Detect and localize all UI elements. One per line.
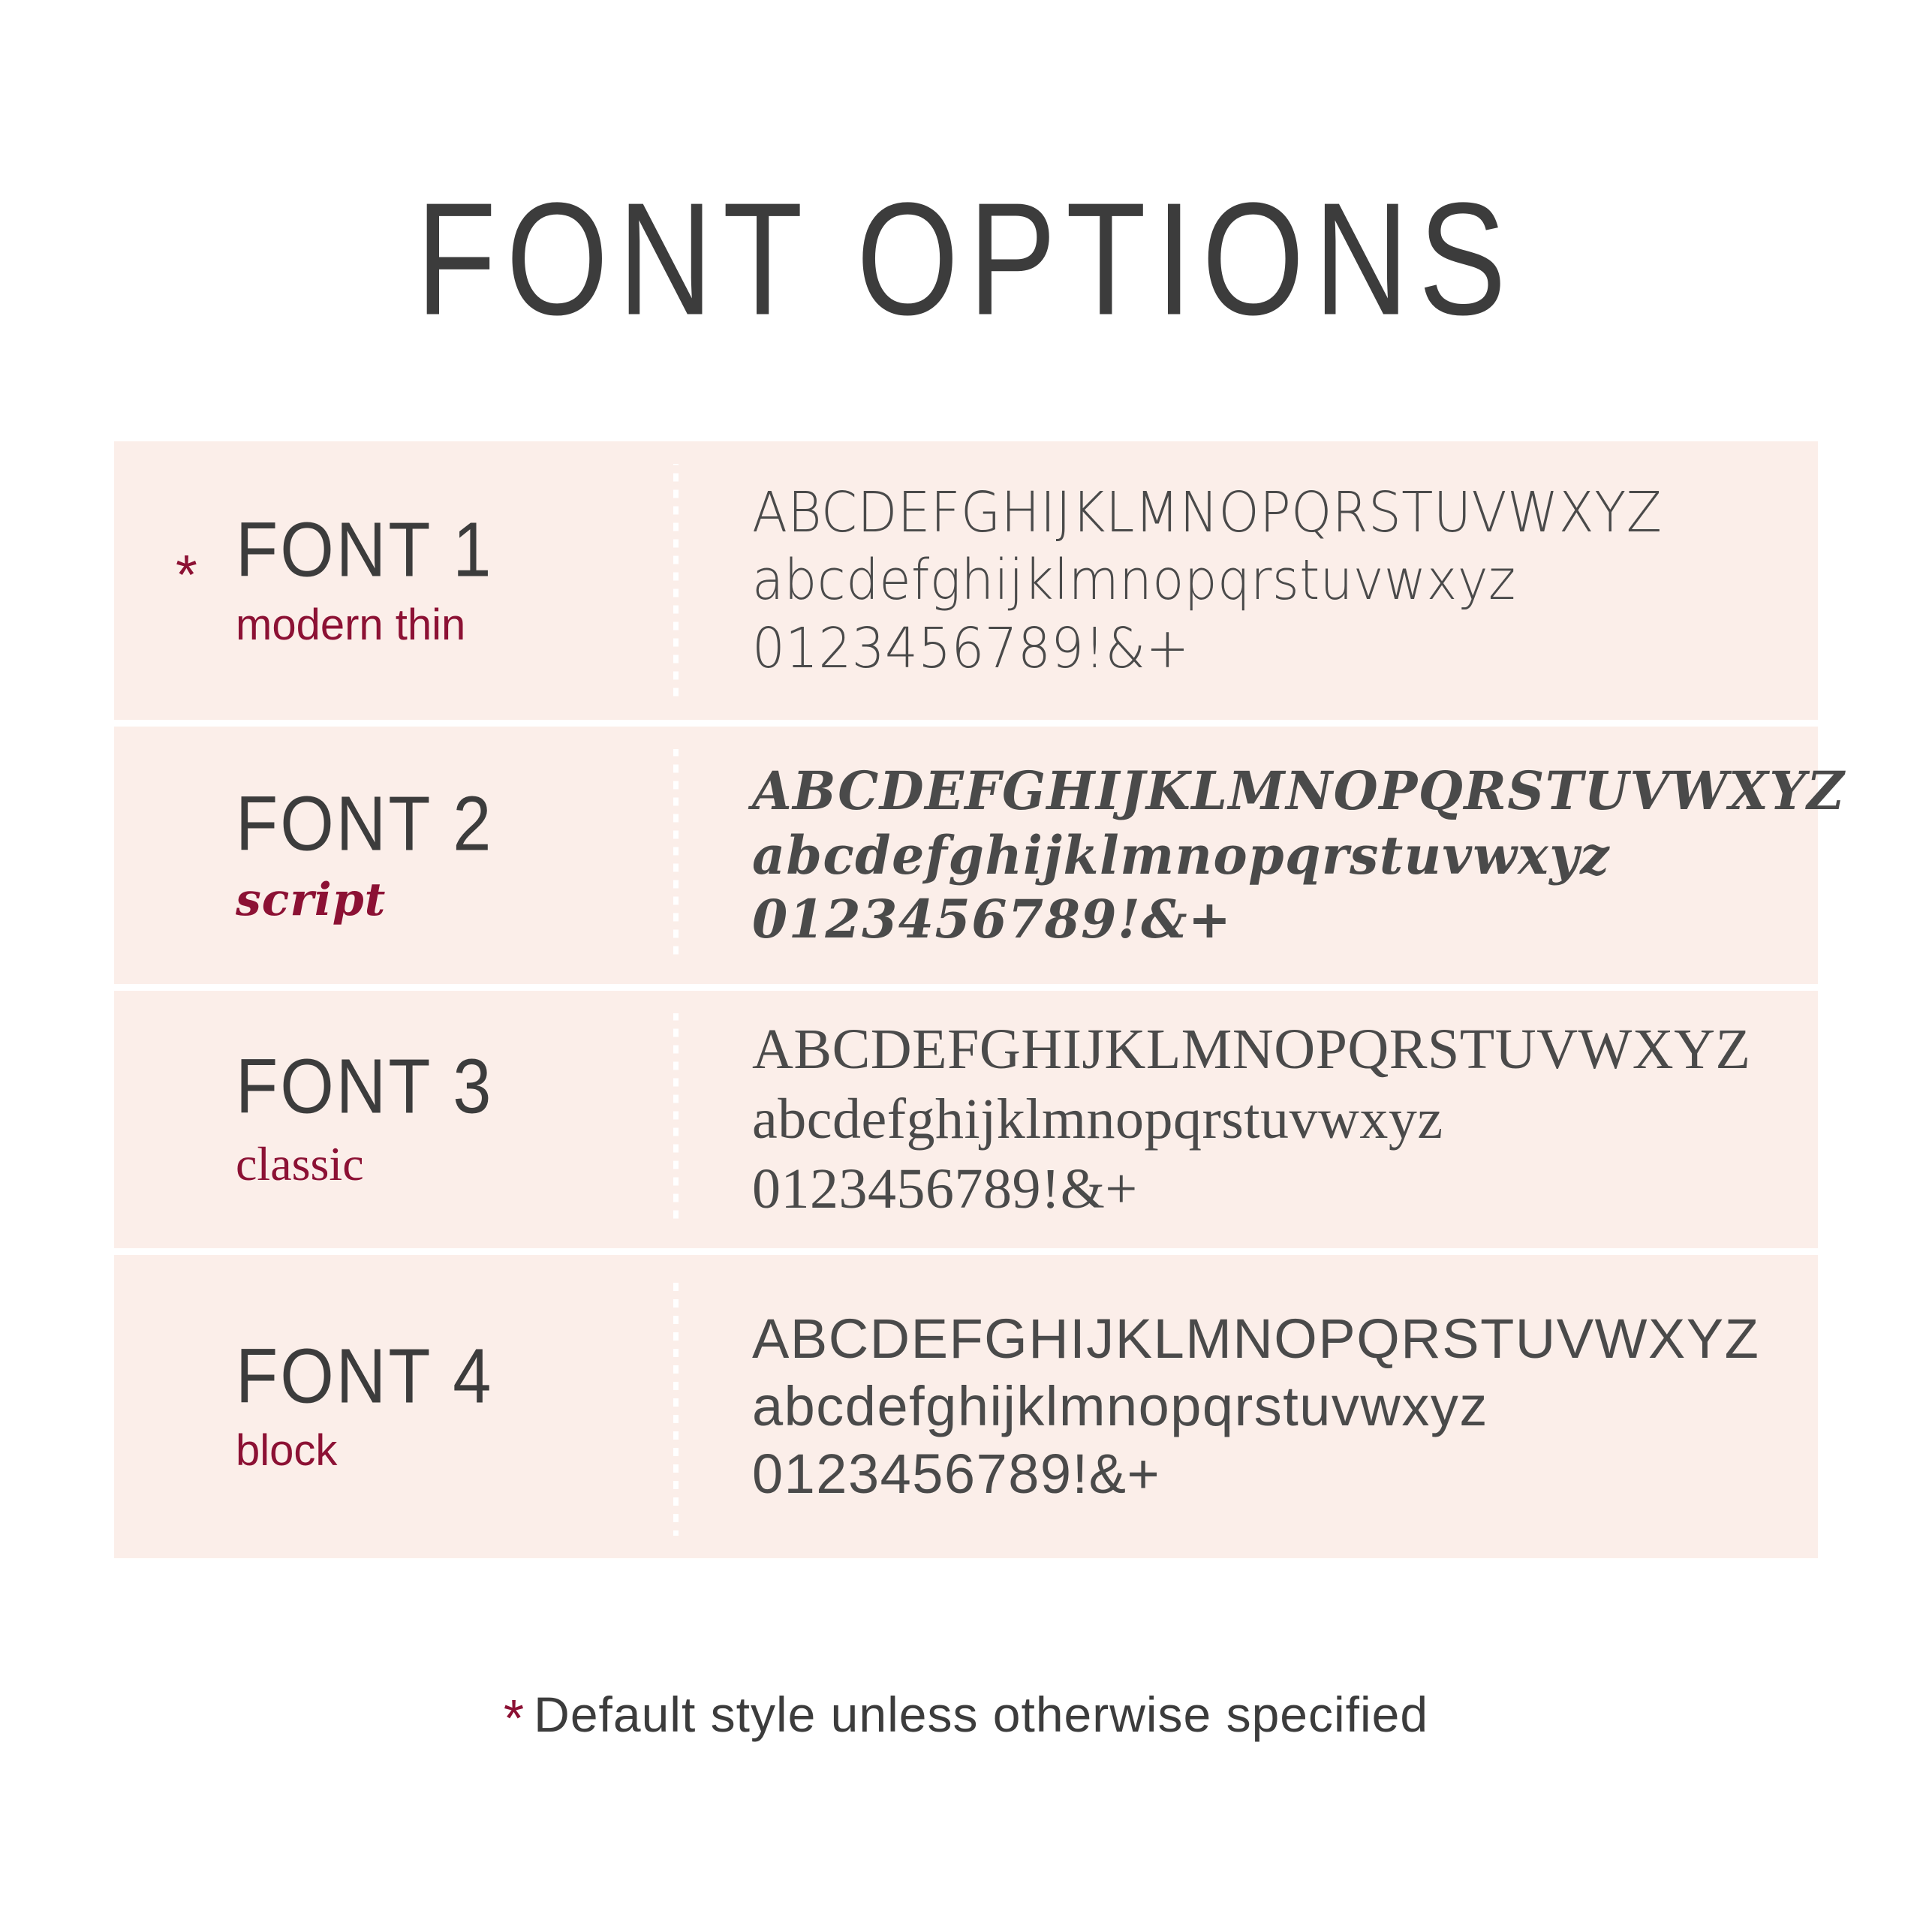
sample-lowercase: abcdefghijklmnopqrstuvwxyz <box>752 1374 1488 1437</box>
font-description: modern thin <box>236 600 466 649</box>
font-label-column <box>182 1044 670 1190</box>
default-marker-asterisk: * <box>176 543 197 606</box>
sample-lowercase: abcdefghijklmnopqrstuvwxyz <box>752 548 1516 613</box>
font-label-column <box>182 781 670 926</box>
sample-numerals: 0123456789!&+ <box>752 615 1190 681</box>
sample-numerals: 0123456789!&+ <box>752 1157 1138 1220</box>
font-option-row[interactable] <box>114 1255 1818 1558</box>
sample-uppercase: ABCDEFGHIJKLMNOPQRSTUVWXYZ <box>752 760 1846 823</box>
footnote-text: Default style unless otherwise specified <box>534 1687 1429 1742</box>
sample-lowercase: abcdefghijklmnopqrstuvwxyz <box>752 1088 1443 1151</box>
page-title: FONT OPTIONS <box>416 170 1516 349</box>
sample-uppercase: ABCDEFGHIJKLMNOPQRSTUVWXYZ <box>752 1018 1751 1082</box>
font-name: FONT 1 <box>236 507 494 594</box>
font-options-list <box>114 441 1846 1558</box>
font-label-column <box>176 507 670 649</box>
font-option-row[interactable] <box>114 727 1846 991</box>
sample-uppercase: ABCDEFGHIJKLMNOPQRSTUVWXYZ <box>752 1307 1760 1370</box>
font-description: classic <box>236 1136 364 1190</box>
font-name: FONT 4 <box>236 1333 494 1419</box>
font-option-row[interactable] <box>114 991 1818 1255</box>
font-name: FONT 3 <box>236 1044 494 1130</box>
dotted-divider <box>673 1013 679 1226</box>
font-sample-column <box>752 479 1731 682</box>
sample-lowercase: abcdefghijklmnopqrstuvwxyz <box>752 823 1611 886</box>
sample-numerals: 0123456789!&+ <box>752 888 1232 951</box>
sample-numerals: 0123456789!&+ <box>752 1443 1161 1506</box>
dotted-divider <box>673 1277 679 1536</box>
font-description: script <box>236 873 387 926</box>
dotted-divider <box>673 749 679 961</box>
font-label-column <box>182 1333 670 1476</box>
dotted-divider <box>673 464 679 697</box>
font-option-row[interactable] <box>114 441 1818 727</box>
sample-uppercase: ABCDEFGHIJKLMNOPQRSTUVWXYZ <box>752 480 1663 546</box>
font-sample-column <box>752 1015 1750 1223</box>
font-sample-column <box>752 759 1879 951</box>
font-description: block <box>236 1426 338 1476</box>
font-sample-column <box>752 1305 1759 1509</box>
font-name: FONT 2 <box>236 781 494 868</box>
footnote-asterisk: * <box>503 1689 525 1747</box>
footnote <box>0 1686 1932 1748</box>
